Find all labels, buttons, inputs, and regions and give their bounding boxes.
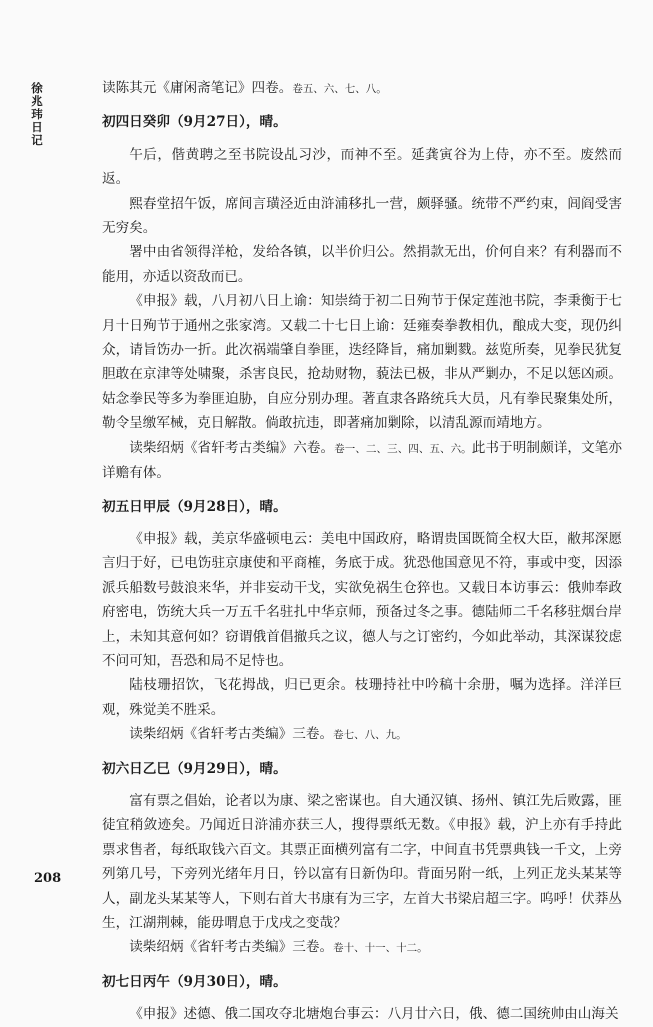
paragraph: 《申报》载，美京华盛顿电云：美电中国政府，略谓贵国既简全权大臣，敝邦深愿言归于好，已电饬驻京康使和平商榷，务底于成。犹恐他国意见不符，事或中变，因添派兵船数号鼓浪来华，并非妄动干戈，实欲免祸生仓猝也。又载日本访事云：俄帅奉政府密电，饬统大兵一万五千名驻扎中华京师，预备过冬之事。德陆师二千名移驻烟台岸上，未知其意何如？窃谓俄首倡撤兵之议，德人与之订密约，今如此举动，其深谋狡虑不问可知，吾恐和局不足恃也。 <box>102 530 622 669</box>
paragraph: 陆枝珊招饮，飞花拇战，归已更余。枝珊持社中吟稿十余册，嘱为选择。洋洋巨观，殊觉美不胜采。 <box>102 677 622 718</box>
page-number: 208 <box>34 871 62 886</box>
paragraph: 署中由省领得洋枪，发给各镇，以半价归公。然捐款无出，价何自来？有利器而不能用，亦适以资敌而已。 <box>102 244 622 285</box>
paragraph: 富有票之倡始，论者以为康、梁之密谋也。自大通汉镇、扬州、镇江先后败露，匪徒宜稍敛迹矣。乃闻近日浒浦亦获三人，搜得票纸无数。《申报》载，沪上亦有手持此票求售者，每纸取钱六百文。其票正面横列富有二字，中间直书凭票典钱一千文，上旁列第几号，下旁列光绪年月日，钤以富有日新伪印。背面另附一纸，上列正龙头某某等人，副龙头某某等人，下则右首大书康有为三字，左首大书梁启超三字。呜呼！伏莽丛生，江湖荆棘，能毋喟息于戊戌之变哉？ <box>102 792 622 931</box>
paragraph: 《申报》述德、俄二国攻夺北塘炮台事云：八月廿六日，俄、德二国统帅由山海关 <box>129 1006 619 1023</box>
date-heading: 初四日癸卯（9月27日），晴。 <box>102 114 287 131</box>
paragraph: 读柴绍炳《省轩考古类编》三卷。卷七、八、九。 <box>129 726 407 743</box>
paragraph: 读柴绍炳《省轩考古类编》三卷。卷十、十一、十二。 <box>129 939 428 956</box>
date-heading: 初五日甲辰（9月28日），晴。 <box>102 498 287 515</box>
date-heading: 初六日乙巳（9月29日），晴。 <box>102 760 287 777</box>
paragraph: 读柴绍炳《省轩考古类编》六卷。卷一、二、三、四、五、六。此书于明制颇详，文笔亦详赡有体。 <box>102 439 623 482</box>
paragraph: 午后，偕黄聘之至书院设乩习沙，而神不至。延龚寅谷为上侍，亦不至。废然而返。 <box>102 146 622 188</box>
paragraph: 熙春堂招午饭，席间言璜泾近由浒浦移扎一营，颇驿骚。统带不严约束，闾阎受害无穷矣。 <box>102 195 622 237</box>
paragraph: 读陈其元《庸闲斋笔记》四卷。卷五、六、七、八。 <box>102 80 387 96</box>
page-content <box>102 76 622 1027</box>
paragraph: 《申报》载，八月初八日上谕：知崇绮于初二日殉节于保定莲池书院，李秉衡于七月十日殉节于通州之张家湾。又载二十七日上谕：廷雍奏拳教相仇，酿成大变，现仍纠众，请旨饬办一折。此次祸端肇自拳匪，迭经降旨，痛加剿戮。兹览所奏，见拳民犹复胆敢在京津等处啸聚，杀害良民，抢劫财物，藐法已极，非从严剿办，不足以惩凶顽。姑念拳民等多为拳匪迫胁，自应分别办理。著直隶各路统兵大员，凡有拳民聚集处所，勒令呈缴军械，克日解散。倘敢抗违，即著痛加剿除，以清乱源而靖地方。 <box>102 293 622 432</box>
date-heading: 初七日丙午（9月30日），晴。 <box>102 973 287 990</box>
side-title: 徐兆玮日记 <box>31 81 43 147</box>
